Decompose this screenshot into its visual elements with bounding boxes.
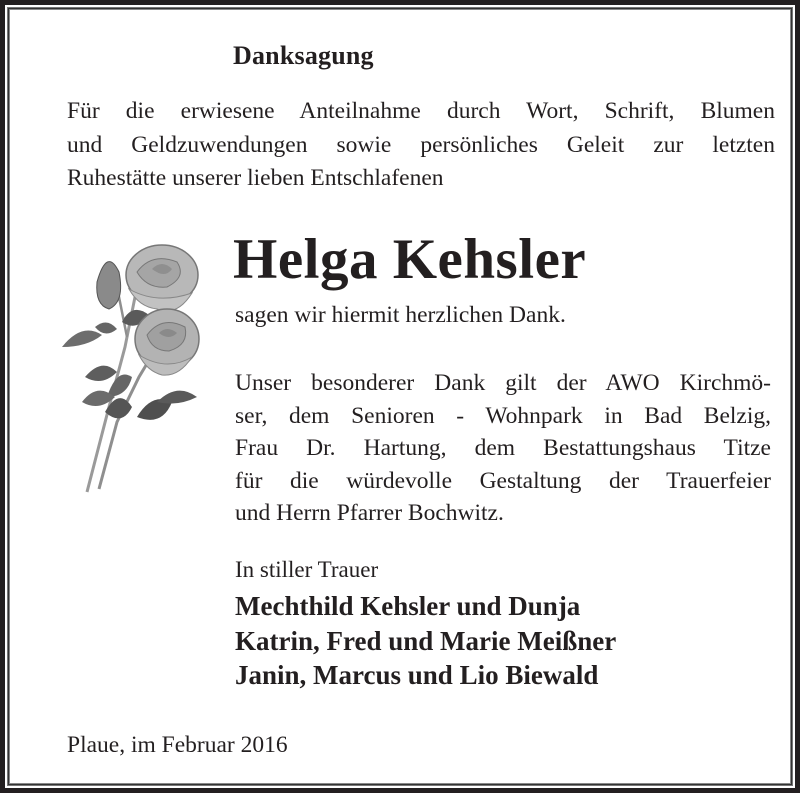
special-thanks-line: ser, dem Senioren - Wohnpark in Bad Belzig, [235, 402, 771, 429]
signers-list [235, 589, 616, 693]
place-date: Plaue, im Februar 2016 [67, 732, 288, 758]
thanks-line: sagen wir hiermit herzlichen Dank. [235, 302, 566, 328]
intro-paragraph [67, 95, 775, 196]
intro-line: Für die erwiesene Anteilnahme durch Wort, Schrift, Blumen [67, 98, 775, 124]
signer-line: Katrin, Fred und Marie Meißner [235, 625, 617, 656]
signer-line: Janin, Marcus und Lio Biewald [235, 660, 599, 690]
special-thanks-line: Unser besonderer Dank gilt der AWO Kirchmö- [235, 370, 771, 396]
notice-title: Danksagung [233, 41, 374, 70]
signer-line: Mechthild Kehsler und Dunja [235, 591, 581, 621]
special-thanks-line: und Herrn Pfarrer Bochwitz. [235, 500, 504, 526]
special-thanks-line: Frau Dr. Hartung, dem Bestattungshaus Titze [235, 435, 771, 461]
rose-icon [57, 227, 207, 499]
mourning-label: In stiller Trauer [235, 557, 379, 582]
special-thanks-line: für die würdevolle Gestaltung der Trauerfeier [235, 467, 771, 494]
deceased-name: Helga Kehsler [233, 228, 587, 291]
intro-line: und Geldzuwendungen sowie persönliches Geleit zur letzten [67, 131, 775, 158]
intro-line: Ruhestätte unserer lieben Entschlafenen [67, 165, 444, 191]
notice-frame [5, 5, 795, 788]
special-thanks-paragraph [235, 367, 771, 530]
